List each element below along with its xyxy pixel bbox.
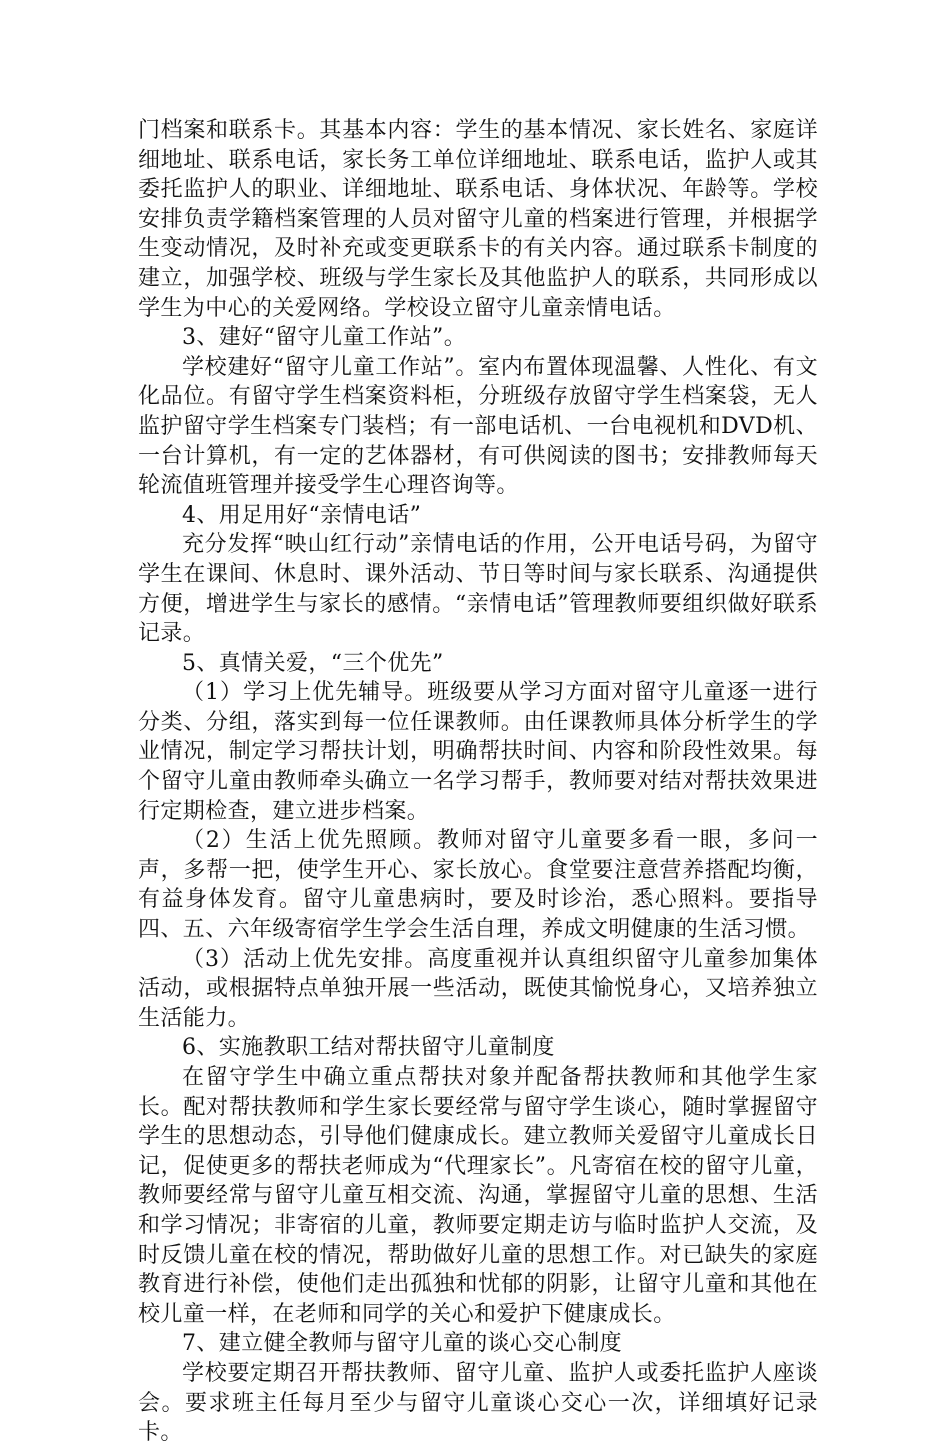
section-heading-3: 3、建好“留守儿童工作站”。 (182, 325, 467, 351)
section-heading-4: 4、用足用好“亲情电话” (182, 502, 422, 528)
paragraph-study-priority: （1）学习上优先辅导。班级要从学习方面对留守儿童逐一进行分类、分组，落实到每一位任课教师。由任课教师具体分析学生的学业情况，制定学习帮扶计划，明确帮扶时间、内容和阶段性效果。每个留守儿童由教师牵头确立一名学习帮手，教师要对结对帮扶效果进行定期检查，建立进步档案。 (138, 680, 818, 824)
paragraph-activity-priority: （3）活动上优先安排。高度重视并认真组织留守儿童参加集体活动，或根据特点单独开展一些活动，既使其愉悦身心，又培养独立生活能力。 (138, 946, 818, 1031)
paragraph-life-priority: （2）生活上优先照顾。教师对留守儿童要多看一眼，多问一声，多帮一把，使学生开心、家长放心。食堂要注意营养搭配均衡，有益身体发育。留守儿童患病时，要及时诊治，悉心照料。要指导四、五、六年级寄宿学生学会生活自理，养成文明健康的生活习惯。 (138, 828, 818, 943)
paragraph-workstation: 学校建好“留守儿童工作站”。室内布置体现温馨、人性化、有文化品位。有留守学生档案资料柜，分班级存放留守学生档案袋，无人监护留守学生档案专门装档；有一部电话机、一台电视机和DVD机、一台计算机，有一定的艺体器材，有可供阅读的图书；安排教师每天轮流值班管理并接受学生心理咨询等。 (138, 354, 818, 499)
document-page (138, 116, 818, 1448)
paragraph-family-phone: 充分发挥“映山红行动”亲情电话的作用，公开电话号码，为留守学生在课间、休息时、课外活动、节日等时间与家长联系、沟通提供方便，增进学生与家长的感情。“亲情电话”管理教师要组织做好联系记录。 (138, 532, 818, 647)
section-heading-6: 6、实施教职工结对帮扶留守儿童制度 (182, 1035, 555, 1061)
paragraph-continued: 门档案和联系卡。其基本内容：学生的基本情况、家长姓名、家庭详细地址、联系电话，家长务工单位详细地址、联系电话，监护人或其委托监护人的职业、详细地址、联系电话、身体状况、年龄等。学校安排负责学籍档案管理的人员对留守儿童的档案进行管理，并根据学生变动情况，及时补充或变更联系卡的有关内容。通过联系卡制度的建立，加强学校、班级与学生家长及其他监护人的联系，共同形成以学生为中心的关爱网络。学校设立留守儿童亲情电话。 (138, 118, 818, 321)
section-heading-5: 5、真情关爱，“三个优先” (182, 650, 444, 676)
paragraph-heart-talk: 学校要定期召开帮扶教师、留守儿童、监护人或委托监护人座谈会。要求班主任每月至少与留守儿童谈心交心一次，详细填好记录卡。 (138, 1360, 818, 1446)
paragraph-pairing-support: 在留守学生中确立重点帮扶对象并配备帮扶教师和其他学生家长。配对帮扶教师和学生家长要经常与留守学生谈心，随时掌握留守学生的思想动态，引导他们健康成长。建立教师关爱留守儿童成长日记，促使更多的帮扶老师成为“代理家长”。凡寄宿在校的留守儿童，教师要经常与留守儿童互相交流、沟通，掌握留守儿童的思想、生活和学习情况；非寄宿的儿童，教师要定期走访与临时监护人交流，及时反馈儿童在校的情况，帮助做好儿童的思想工作。对已缺失的家庭教育进行补偿，使他们走出孤独和忧郁的阴影，让留守儿童和其他在校儿童一样，在老师和同学的关心和爱护下健康成长。 (138, 1065, 818, 1327)
section-heading-7: 7、建立健全教师与留守儿童的谈心交心制度 (182, 1331, 622, 1357)
